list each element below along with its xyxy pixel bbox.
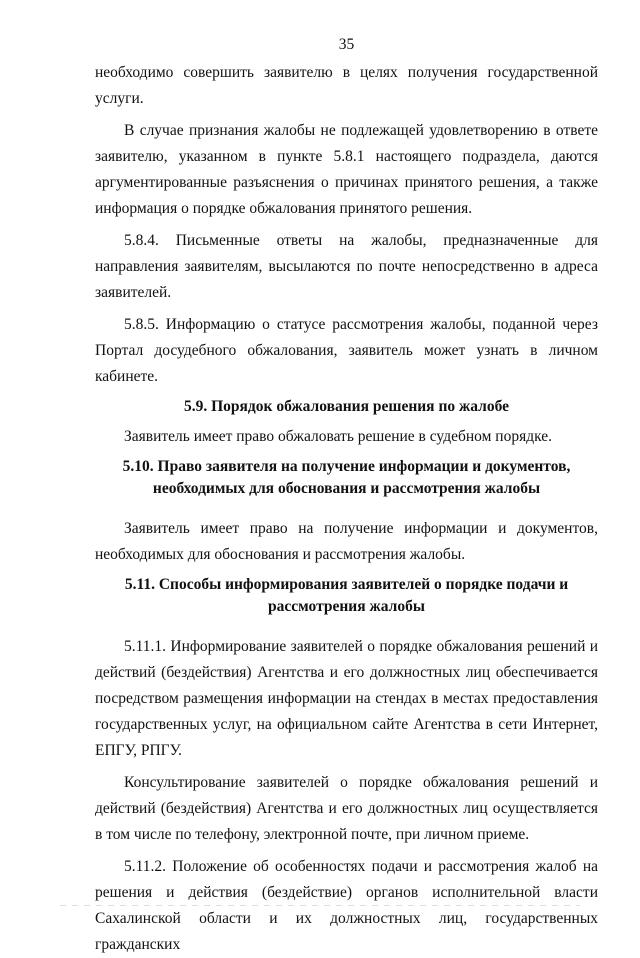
heading-5-10 [95, 456, 598, 500]
paragraph-5-11-2: 5.11.2. Положение об особенностях подачи и рассмотрения жалоб на решения и действия (бездействие) органов исполнительной власти Сахалинской области и их должностных лиц, государственных гражданских [95, 858, 598, 953]
paragraph-continuation: необходимо совершить заявителю в целях получения государственной услуги. [95, 64, 598, 107]
paragraph-complaint-rejection: В случае признания жалобы не подлежащей удовлетворению в ответе заявителю, указанном в пункте 5.8.1 настоящего подраздела, даются аргументированные разъяснения о причинах принятого решения, а также информация о порядке обжалования принятого решения. [95, 122, 598, 217]
paragraph-consultation: Консультирование заявителей о порядке обжалования решений и действий (бездействия) Агентства и его должностных лиц осуществляется в том числе по телефону, электронной почте, при личном приеме. [95, 774, 598, 843]
paragraph-right-to-information: Заявитель имеет право на получение информации и документов, необходимых для обоснования и рассмотрения жалобы. [95, 520, 598, 563]
page-number: 35 [338, 36, 355, 53]
heading-5-11-line-1: 5.11. Способы информирования заявителей о порядке подачи и [124, 576, 569, 593]
heading-5-11 [95, 574, 598, 618]
paragraph-court-appeal: Заявитель имеет право обжаловать решение в судебном порядке. [124, 428, 552, 445]
heading-5-11-line-2: рассмотрения жалобы [268, 598, 425, 615]
heading-5-10-line-2: необходимых для обоснования и рассмотрения жалобы [152, 480, 541, 497]
paragraph-5-8-5: 5.8.5. Информацию о статусе рассмотрения жалобы, поданной через Портал досудебного обжалования, заявитель может узнать в личном кабинете. [95, 316, 598, 385]
document-page [95, 32, 598, 958]
scan-edge-artifact [60, 905, 580, 906]
paragraph-5-11-1: 5.11.1. Информирование заявителей о порядке обжалования решений и действий (бездействия) Агентства и его должностных лиц обеспечивается посредством размещения информации на стендах в местах предоставления государственных услуг, на официальном сайте Агентства в сети Интернет, ЕПГУ, РПГУ. [95, 638, 598, 759]
heading-5-9-text: 5.9. Порядок обжалования решения по жалобе [183, 398, 509, 415]
paragraph-5-8-4: 5.8.4. Письменные ответы на жалобы, предназначенные для направления заявителям, высылаются по почте непосредственно в адреса заявителей. [95, 232, 598, 301]
heading-5-10-line-1: 5.10. Право заявителя на получение информации и документов, [122, 458, 571, 475]
heading-5-9 [95, 396, 598, 418]
